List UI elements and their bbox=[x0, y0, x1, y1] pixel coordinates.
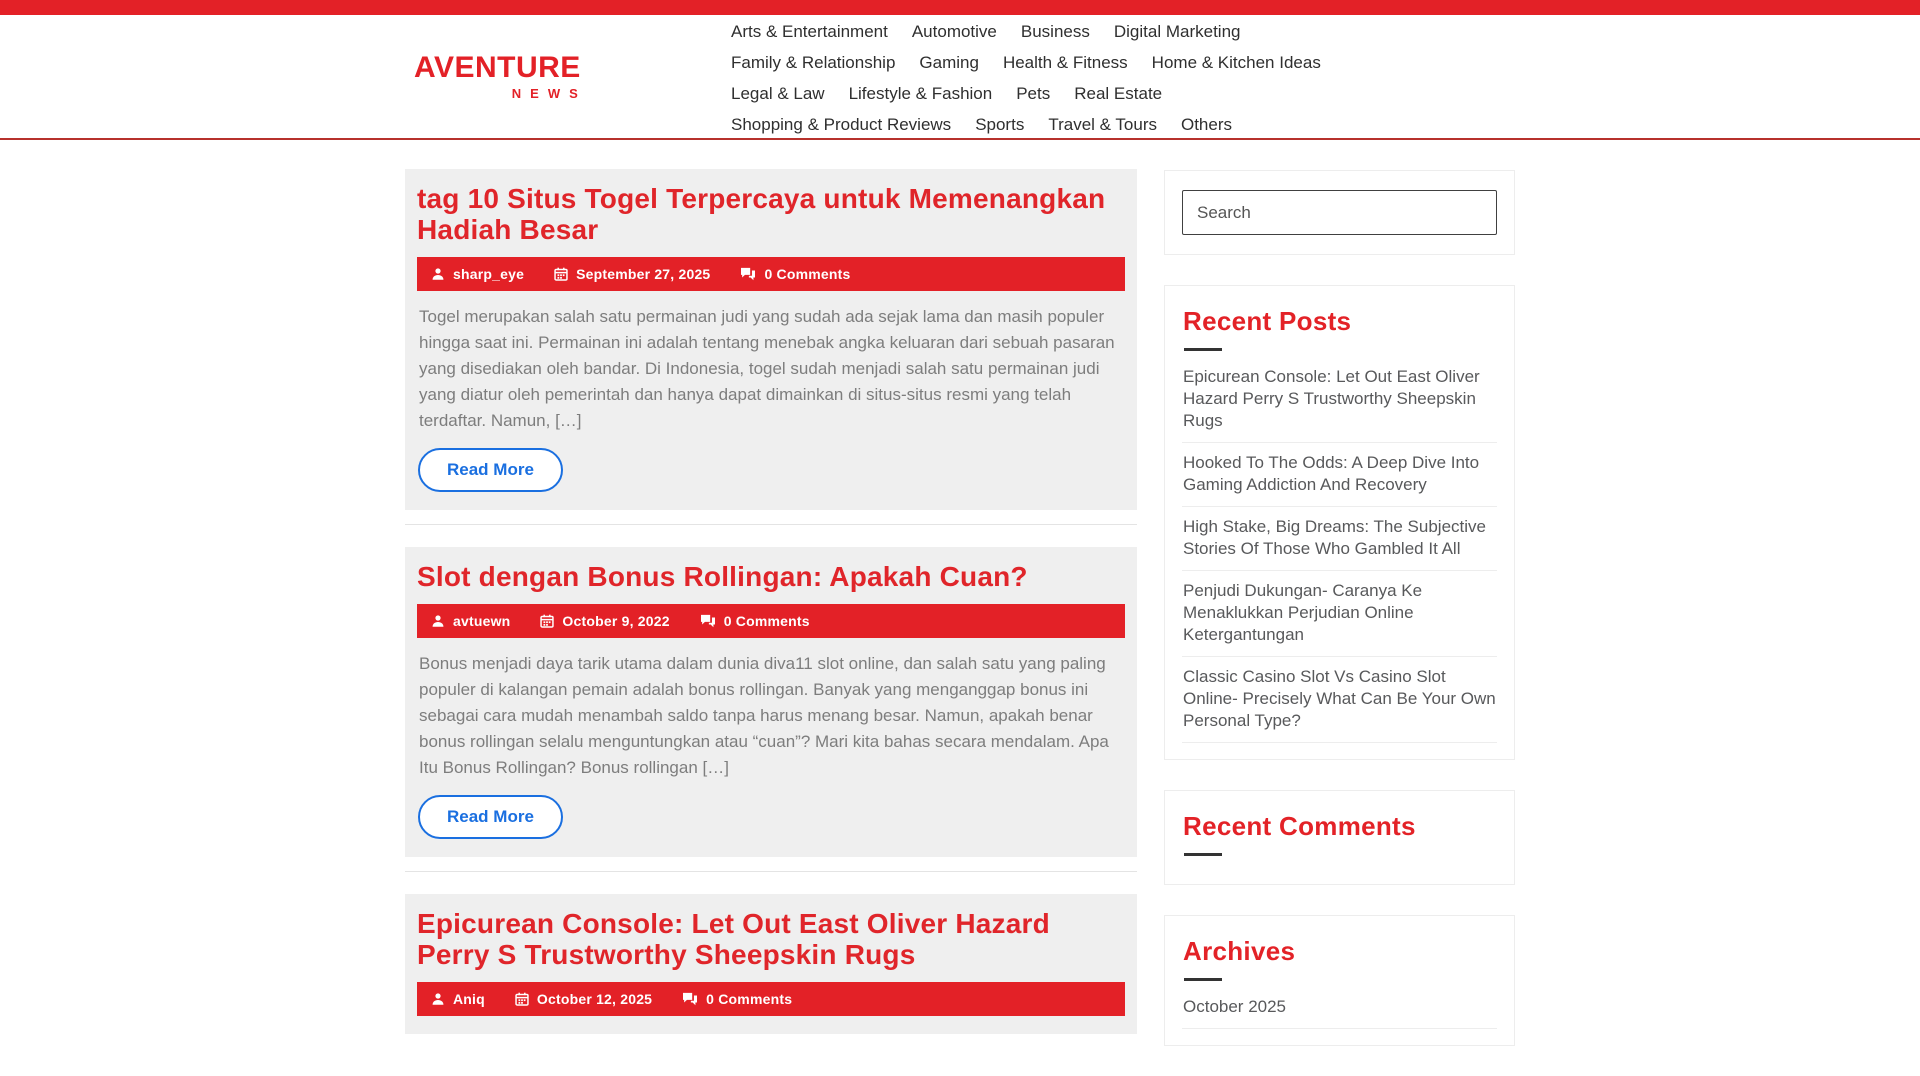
main-nav bbox=[731, 18, 1356, 136]
post-separator bbox=[405, 871, 1137, 872]
brand-name: AVENTURE bbox=[414, 50, 581, 84]
recent-post-link[interactable]: High Stake, Big Dreams: The Subjective Stories Of Those Who Gambled It All bbox=[1182, 507, 1497, 571]
recent-posts-list bbox=[1182, 357, 1497, 743]
user-icon bbox=[431, 992, 445, 1006]
recent-comments-widget bbox=[1164, 790, 1515, 885]
title-underline bbox=[1184, 348, 1222, 351]
recent-posts-title: Recent Posts bbox=[1183, 306, 1352, 336]
user-icon bbox=[431, 267, 445, 281]
nav-item-real-estate[interactable]: Real Estate bbox=[1074, 83, 1163, 103]
recent-comments-title: Recent Comments bbox=[1183, 811, 1416, 841]
post-card bbox=[405, 547, 1137, 857]
posts-column bbox=[405, 169, 1137, 1076]
calendar-icon bbox=[554, 267, 568, 281]
post-author[interactable] bbox=[431, 266, 524, 282]
archives-title: Archives bbox=[1183, 936, 1296, 966]
post-meta-bar bbox=[417, 604, 1125, 638]
post-date bbox=[540, 613, 669, 629]
brand-tagline: NEWS bbox=[511, 85, 587, 101]
post-author[interactable] bbox=[431, 613, 510, 629]
nav-item-business[interactable]: Business bbox=[1020, 21, 1090, 41]
nav-item-lifestyle-fashion[interactable]: Lifestyle & Fashion bbox=[848, 83, 993, 103]
site-logo[interactable] bbox=[405, 49, 587, 105]
post-author-label: Aniq bbox=[453, 991, 485, 1007]
archives-widget bbox=[1164, 915, 1515, 1046]
post-card bbox=[405, 169, 1137, 510]
post-author-label: avtuewn bbox=[453, 613, 511, 629]
post-date-label: October 12, 2025 bbox=[536, 991, 653, 1007]
post-author-label: sharp_eye bbox=[453, 266, 525, 282]
nav-item-legal-law[interactable]: Legal & Law bbox=[731, 83, 825, 103]
top-accent-bar bbox=[0, 0, 1920, 15]
nav-item-pets[interactable]: Pets bbox=[1016, 83, 1051, 103]
title-underline bbox=[1184, 978, 1222, 981]
comments-icon bbox=[700, 614, 716, 628]
read-more-button[interactable]: Read More bbox=[418, 448, 563, 492]
post-date-label: October 9, 2022 bbox=[562, 613, 670, 629]
recent-post-link[interactable]: Epicurean Console: Let Out East Oliver Hazard Perry S Trustworthy Sheepskin Rugs bbox=[1182, 357, 1497, 443]
nav-item-shopping-reviews[interactable]: Shopping & Product Reviews bbox=[731, 114, 952, 134]
nav-item-health-fitness[interactable]: Health & Fitness bbox=[1002, 52, 1128, 72]
recent-post-link[interactable]: Penjudi Dukungan- Caranya Ke Menaklukkan Perjudian Online Ketergantungan bbox=[1182, 571, 1497, 657]
post-comments[interactable] bbox=[682, 991, 792, 1007]
nav-item-others[interactable]: Others bbox=[1180, 114, 1233, 134]
recent-post-link[interactable]: Classic Casino Slot Vs Casino Slot Online- Precisely What Can Be Your Own Personal Type? bbox=[1182, 657, 1497, 743]
sidebar bbox=[1164, 169, 1515, 1076]
post-title[interactable]: Epicurean Console: Let Out East Oliver Hazard Perry S Trustworthy Sheepskin Rugs bbox=[417, 908, 1050, 970]
search-widget bbox=[1164, 170, 1515, 255]
post-separator bbox=[405, 524, 1137, 525]
comments-icon bbox=[682, 992, 698, 1006]
recent-posts-widget bbox=[1164, 285, 1515, 760]
post-title[interactable]: Slot dengan Bonus Rollingan: Apakah Cuan? bbox=[417, 561, 1028, 592]
nav-item-arts-entertainment[interactable]: Arts & Entertainment bbox=[731, 21, 888, 41]
user-icon bbox=[431, 614, 445, 628]
post-meta-bar bbox=[417, 982, 1125, 1016]
post-excerpt: Bonus menjadi daya tarik utama dalam dunia diva11 slot online, dan salah satu yang paling populer di kalangan pemain adalah bonus rollingan. Banyak yang menganggap bonus ini sebagai cara mudah menambah saldo tanpa harus menang besar. Namun, apakah benar bonus rollingan selalu menguntungkan atau “cuan”? Mari kita bahas secara mendalam. Apa Itu Bonus Rollingan? Bonus rollingan […] bbox=[419, 654, 1109, 777]
post-comments[interactable] bbox=[700, 613, 810, 629]
search-input[interactable] bbox=[1182, 190, 1497, 235]
title-underline bbox=[1184, 853, 1222, 856]
post-comments-label: 0 Comments bbox=[764, 266, 851, 282]
post-comments-label: 0 Comments bbox=[723, 613, 810, 629]
post-card bbox=[405, 894, 1137, 1034]
post-date-label: September 27, 2025 bbox=[576, 266, 711, 282]
post-meta-bar bbox=[417, 257, 1125, 291]
post-author[interactable] bbox=[431, 991, 485, 1007]
post-excerpt: Togel merupakan salah satu permainan judi yang sudah ada sejak lama dan masih populer hingga saat ini. Permainan ini adalah tentang menebak angka keluaran dari sebuah pasaran yang disediakan oleh bandar. Di Indonesia, togel sudah menjadi salah satu permainan judi yang diatur oleh pemerintah dan hanya dapat dimainkan di situs-situs resmi yang telah terdaftar. Namun, […] bbox=[419, 307, 1115, 430]
header-divider bbox=[0, 138, 1920, 140]
page-content bbox=[405, 169, 1515, 1076]
recent-post-link[interactable]: Hooked To The Odds: A Deep Dive Into Gaming Addiction And Recovery bbox=[1182, 443, 1497, 507]
nav-item-gaming[interactable]: Gaming bbox=[919, 52, 979, 72]
nav-item-sports[interactable]: Sports bbox=[975, 114, 1025, 134]
read-more-button[interactable]: Read More bbox=[418, 795, 563, 839]
calendar-icon bbox=[515, 992, 529, 1006]
archive-link[interactable]: October 2025 bbox=[1182, 987, 1497, 1029]
post-date bbox=[554, 266, 710, 282]
site-header bbox=[0, 15, 1920, 138]
nav-item-home-kitchen[interactable]: Home & Kitchen Ideas bbox=[1151, 52, 1321, 72]
nav-item-family-relationship[interactable]: Family & Relationship bbox=[731, 52, 896, 72]
post-comments-label: 0 Comments bbox=[706, 991, 793, 1007]
calendar-icon bbox=[540, 614, 554, 628]
post-title[interactable]: tag 10 Situs Togel Terpercaya untuk Memenangkan Hadiah Besar bbox=[417, 183, 1106, 245]
nav-item-travel-tours[interactable]: Travel & Tours bbox=[1048, 114, 1157, 134]
comments-icon bbox=[740, 267, 756, 281]
post-comments[interactable] bbox=[740, 266, 850, 282]
post-date bbox=[515, 991, 652, 1007]
nav-item-automotive[interactable]: Automotive bbox=[911, 21, 997, 41]
nav-item-digital-marketing[interactable]: Digital Marketing bbox=[1113, 21, 1241, 41]
archives-list bbox=[1182, 987, 1497, 1029]
